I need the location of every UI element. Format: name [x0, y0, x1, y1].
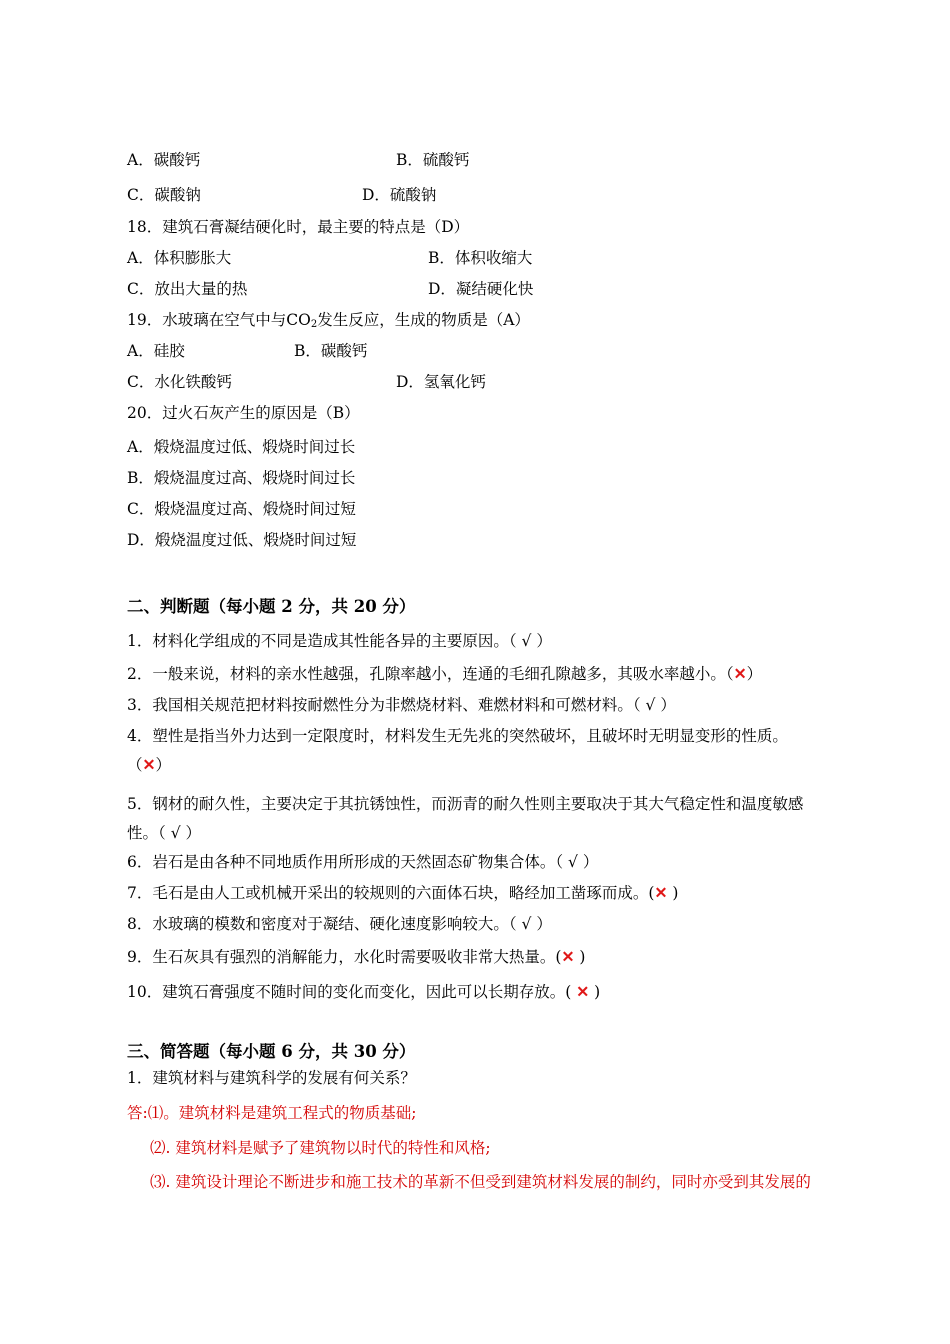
q19-stem: [127, 310, 530, 335]
q19-option-b: B．碳酸钙: [294, 342, 368, 360]
q19-option-c: C．水化铁酸钙: [127, 373, 232, 391]
tf-item-7-paren-close: ): [667, 884, 679, 902]
cross-icon: ✕: [733, 664, 747, 683]
sa-answer-1: 答:⑴。建筑材料是建筑工程式的物质基础;: [127, 1104, 417, 1122]
tf-item-6: [127, 852, 598, 872]
tf-item-5-cont: [127, 823, 201, 843]
q18-stem: 18．建筑石膏凝结硬化时，最主要的特点是（D）: [127, 218, 470, 236]
tf-item-5-mark: （ √ ）: [158, 824, 201, 842]
q20-stem: 20．过火石灰产生的原因是（B）: [127, 404, 360, 422]
tf-item-1: [127, 631, 552, 651]
q19-stem-pre: 19．水玻璃在空气中与: [127, 311, 287, 329]
tf-item-7: [127, 883, 678, 903]
sa-answer-3: ⑶. 建筑设计理论不断进步和施工技术的革新不但受到建筑材料发展的制约，同时亦受到其发展的: [150, 1173, 811, 1191]
tf-item-8-mark: （ √ ）: [508, 915, 552, 933]
tf-item-10-text: 10．建筑石膏强度不随时间的变化而变化，因此可以长期存放。: [127, 983, 566, 1001]
tf-item-10-paren-close: ): [589, 983, 601, 1001]
tf-item-1-mark: （ √ ）: [508, 632, 552, 650]
tf-item-4: 4．塑性是指当外力达到一定限度时，材料发生无先兆的突然破坏，且破坏时无明显变形的性质。: [127, 727, 788, 745]
q19-co2-subscript: 2: [310, 319, 318, 330]
q17-option-b: B．硫酸钙: [396, 151, 470, 169]
tf-item-4-paren-open: （: [127, 756, 143, 774]
tf-item-2-text: 2．一般来说，材料的亲水性越强，孔隙率越小，连通的毛细孔隙越多，其吸水率越小。: [127, 665, 726, 683]
q19-option-d: D．氢氧化钙: [396, 373, 486, 391]
q18-option-c: C．放出大量的热: [127, 280, 248, 298]
q17-option-d: D．硫酸钠: [362, 186, 437, 204]
q17-option-a: A．碳酸钙: [127, 151, 201, 169]
q20-option-c: C．煅烧温度过高、煅烧时间过短: [127, 500, 356, 518]
section2-heading: 二、判断题（每小题 2 分，共 20 分）: [127, 597, 416, 616]
q20-option-d: D．煅烧温度过低、煅烧时间过短: [127, 531, 357, 549]
q18-option-a: A．体积膨胀大: [127, 249, 232, 267]
q20-option-a: A．煅烧温度过低、煅烧时间过长: [127, 438, 356, 456]
tf-item-2: [127, 664, 762, 684]
tf-item-4-paren-close: ）: [155, 756, 172, 774]
tf-item-8: [127, 914, 552, 934]
q17-option-c: C．碳酸钠: [127, 186, 201, 204]
tf-item-9-text: 9．生石灰具有强烈的消解能力，水化时需要吸收非常大热量。: [127, 948, 556, 966]
tf-item-10: [127, 982, 600, 1002]
sa-answer-2: ⑵. 建筑材料是赋予了建筑物以时代的特性和风格;: [150, 1139, 491, 1157]
tf-item-3-text: 3．我国相关规范把材料按耐燃性分为非燃烧材料、难燃材料和可燃材料。: [127, 696, 633, 714]
tf-item-2-paren-open: （: [725, 665, 734, 683]
cross-icon: ✕: [561, 947, 575, 966]
q19-option-a: A．硅胶: [127, 342, 185, 360]
tf-item-2-paren-close: ）: [746, 665, 763, 683]
cross-icon: ✕: [142, 755, 156, 774]
tf-item-9-paren-open: (: [555, 948, 562, 966]
q19-co2: CO: [286, 311, 311, 329]
tf-item-10-paren-open: (: [565, 983, 577, 1001]
tf-item-6-mark: （ √ ）: [555, 853, 599, 871]
tf-item-9-paren-close: ): [574, 948, 586, 966]
sa-question-1: 1．建筑材料与建筑科学的发展有何关系？: [127, 1069, 416, 1087]
tf-item-1-text: 1．材料化学组成的不同是造成其性能各异的主要原因。: [127, 632, 509, 650]
tf-item-6-text: 6．岩石是由各种不同地质作用所形成的天然固态矿物集合体。: [127, 853, 556, 871]
tf-item-5: 5．钢材的耐久性，主要决定于其抗锈蚀性，而沥青的耐久性则主要取决于其大气稳定性和温度敏感: [127, 795, 804, 813]
tf-item-9: [127, 947, 585, 967]
section3-heading: 三、简答题（每小题 6 分，共 30 分）: [127, 1042, 416, 1061]
cross-icon: ✕: [576, 982, 590, 1001]
tf-item-8-text: 8．水玻璃的模数和密度对于凝结、硬化速度影响较大。: [127, 915, 509, 933]
cross-icon: ✕: [654, 883, 668, 902]
q18-option-b: B．体积收缩大: [428, 249, 533, 267]
tf-item-7-paren-open: (: [648, 884, 655, 902]
tf-item-3: [127, 695, 676, 715]
q18-option-d: D．凝结硬化快: [428, 280, 534, 298]
tf-item-7-text: 7．毛石是由人工或机械开采出的较规则的六面体石块，略经加工凿琢而成。: [127, 884, 649, 902]
tf-item-5-text-cont: 性。: [127, 824, 159, 842]
q20-option-b: B．煅烧温度过高、煅烧时间过长: [127, 469, 356, 487]
tf-item-4-mark-line: [127, 755, 171, 775]
q19-stem-post: 发生反应，生成的物质是（A）: [317, 311, 530, 329]
tf-item-3-mark: （ √ ）: [632, 696, 676, 714]
